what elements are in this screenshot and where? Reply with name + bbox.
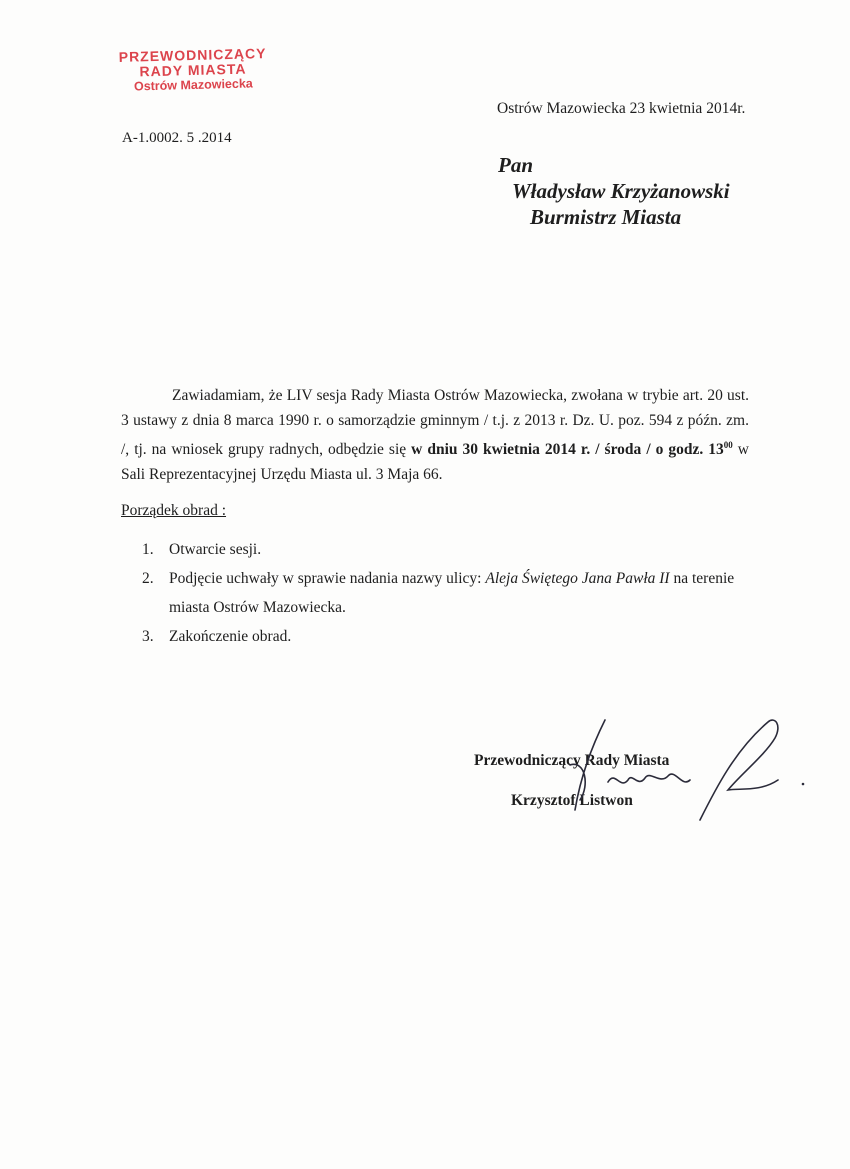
place-and-date: Ostrów Mazowiecka 23 kwietnia 2014r. (497, 100, 746, 117)
agenda-item-number: 3. (142, 628, 154, 645)
notice-text: Zawiadamiam, że LIV sesja Rady Miasta Ostrów Mazowiecka, zwołana w trybie art. 20 ust. 3 ustawy z dnia 8 marca 1990 r. o samorządzie gminnym / t.j. z 2013 r. Dz. U. poz. 594 z późn. zm. /, tj. na wniosek grupy radnych, odbędzie się (121, 387, 749, 459)
session-date-time: w dniu 30 kwietnia 2014 r. / środa / o godz. $13^{00}$ (411, 440, 733, 459)
agenda-item-number: 2. (142, 570, 154, 587)
addressee-block (498, 152, 730, 230)
signatory-title: Przewodniczący Rady Miasta (474, 752, 670, 769)
addressee-name: Władysław Krzyżanowski (512, 179, 730, 203)
agenda-item-text-end: na terenie miasta Ostrów Mazowiecka. (169, 570, 735, 616)
agenda-list (142, 535, 752, 651)
session-time-minutes: 00 (723, 440, 733, 450)
reference-number: A-1.0002. 5 .2014 (122, 130, 232, 146)
signatory-name: Krzysztof Listwon (511, 792, 633, 809)
agenda-item (142, 564, 752, 622)
addressee-position: Burmistrz Miasta (530, 205, 682, 229)
agenda-title: Porządek obrad : (121, 502, 227, 519)
agenda-item-text: Zakończenie obrad. (169, 628, 292, 645)
handwritten-signature (500, 710, 820, 840)
agenda-item-text: Otwarcie sesji. (169, 541, 262, 558)
letter-body (121, 383, 749, 487)
stamp-line-2: RADY MIASTA (139, 60, 247, 80)
agenda-item (142, 535, 752, 564)
agenda-item-text: Podjęcie uchwały w sprawie nadania nazwy ulicy: (169, 570, 486, 587)
stamp-line-3: Ostrów Mazowiecka (133, 76, 253, 94)
session-location: w Sali Reprezentacyjnej Urzędu Miasta ul. 3 Maja 66. (121, 441, 749, 484)
stamp-line-1: PRZEWODNICZĄCY (118, 45, 267, 65)
addressee-salutation: Pan (498, 153, 534, 177)
notice-paragraph (121, 383, 749, 487)
street-name: Aleja Świętego Jana Pawła II (485, 570, 670, 587)
agenda-item (142, 622, 752, 651)
agenda-item-number: 1. (142, 541, 154, 558)
official-stamp (117, 46, 268, 95)
